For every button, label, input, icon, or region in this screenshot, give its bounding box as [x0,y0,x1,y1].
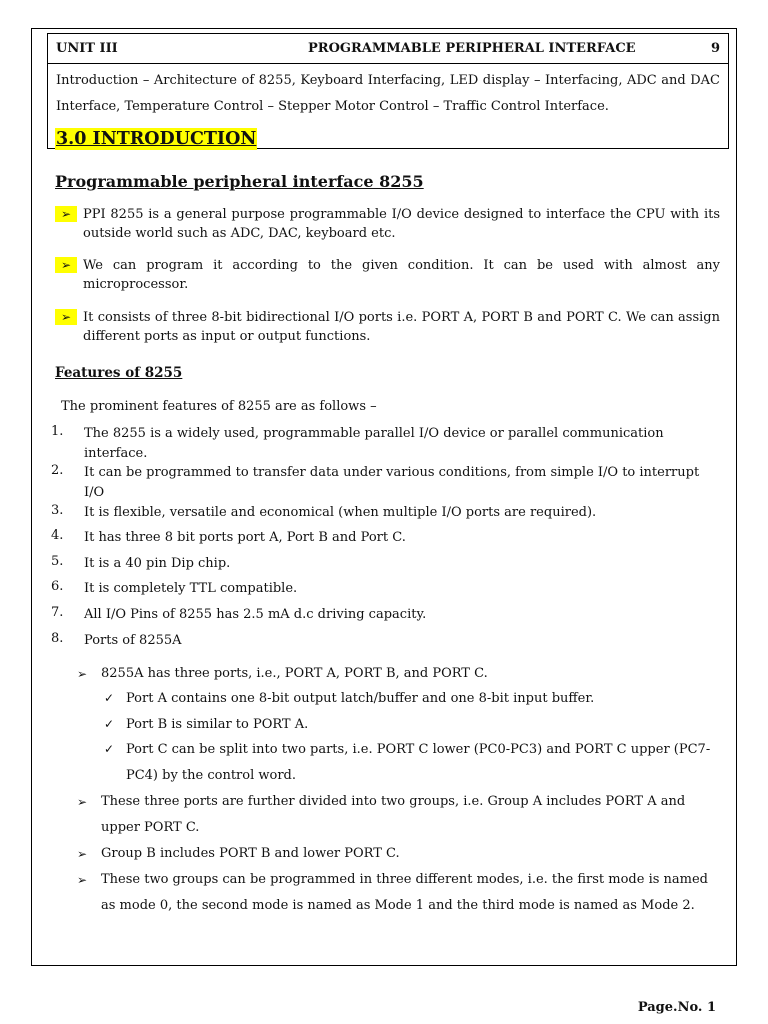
bullet-text: These two groups can be programmed in three different modes, i.e. the first mode is named as mode 0, the second mode is named as Mode 1 and the third mode is named as Mode 2. [101,872,708,913]
bullet-text: PPI 8255 is a general purpose programmable I/O device designed to interface the CPU with its outside world such as ADC, DAC, keyboard etc. [83,207,720,241]
page-footer: Page.No. 1 [637,1000,716,1015]
feature-item [51,631,720,651]
ports-check-item [104,712,714,738]
feature-number: 8. [51,631,64,646]
bullet-text: 8255A has three ports, i.e., PORT A, PORT B, and PORT C. [101,666,488,681]
subheading: Programmable peripheral interface 8255 [55,172,424,191]
bullet-text: It consists of three 8-bit bidirectional I/O ports i.e. PORT A, PORT B and PORT C. We can assign different ports as input or output functions. [83,310,720,344]
section-heading: 3.0 INTRODUCTION [56,129,257,149]
chapter-title: PROGRAMMABLE PERIPHERAL INTERFACE [308,41,636,56]
feature-number: 5. [51,554,64,569]
arrow-bullet-icon: ➢ [77,795,88,809]
arrow-bullet-icon: ➢ [77,667,88,681]
bullet-text: Group B includes PORT B and lower PORT C. [101,846,400,861]
intro-bullet [55,256,720,294]
syllabus-text: Introduction – Architecture of 8255, Keyboard Interfacing, LED display – Interfacing, ADC and DAC Interface, Temperature Control – Stepper Motor Control – Traffic Control Interface. [56,73,720,114]
feature-item [51,503,720,523]
header-page-number: 9 [710,41,720,56]
feature-text: It is completely TTL compatible. [84,581,298,596]
ports-bullet [77,867,717,919]
feature-number: 4. [51,528,64,543]
feature-number: 7. [51,605,64,620]
check-text: Port C can be split into two parts, i.e. PORT C lower (PC0-PC3) and PORT C upper (PC7-PC4) by the control word. [125,742,711,783]
bullet-text: These three ports are further divided into two groups, i.e. Group A includes PORT A and upper PORT C. [101,794,686,835]
arrow-bullet-icon: ➢ [77,847,88,861]
ports-check-item [104,686,714,712]
page-content [51,128,720,913]
feature-number: 3. [51,503,64,518]
feature-item [51,528,720,548]
ports-bullet [77,789,717,841]
arrow-bullet-icon: ➢ [77,873,88,887]
features-heading: Features of 8255 [55,365,183,381]
feature-item [51,554,720,574]
header-row [48,34,728,64]
feature-number: 1. [51,424,64,439]
check-text: Port A contains one 8-bit output latch/buffer and one 8-bit input buffer. [125,691,595,706]
ports-bullet [77,841,717,867]
feature-item [51,579,720,599]
intro-bullet [55,308,720,346]
feature-text: It is a 40 pin Dip chip. [84,556,231,571]
check-text: Port B is similar to PORT A. [125,717,309,732]
feature-item [51,424,720,464]
ports-bullet [77,661,717,687]
feature-text: Ports of 8255A [84,633,182,648]
feature-item [51,605,720,625]
feature-text: The 8255 is a widely used, programmable parallel I/O device or parallel communication interface. [84,426,664,461]
feature-number: 2. [51,463,64,478]
intro-bullet [55,205,720,243]
feature-text: It is flexible, versatile and economical (when multiple I/O ports are required). [84,505,597,520]
checkmark-icon: ✓ [104,742,115,756]
feature-number: 6. [51,579,64,594]
ports-check-item [104,737,714,788]
bullet-text: We can program it according to the given condition. It can be used with almost any microprocessor. [83,258,720,292]
arrow-bullet-icon: ➢ [55,206,77,222]
arrow-bullet-icon: ➢ [55,309,77,325]
feature-text: It has three 8 bit ports port A, Port B and Port C. [84,530,406,545]
features-intro: The prominent features of 8255 are as follows – [61,399,377,414]
feature-text: All I/O Pins of 8255 has 2.5 mA d.c driving capacity. [84,607,427,622]
unit-label: UNIT III [56,41,118,56]
checkmark-icon: ✓ [104,691,115,705]
feature-text: It can be programmed to transfer data under various conditions, from simple I/O to interrupt I/O [84,465,700,500]
arrow-bullet-icon: ➢ [55,257,77,273]
checkmark-icon: ✓ [104,717,115,731]
feature-item [51,463,720,503]
